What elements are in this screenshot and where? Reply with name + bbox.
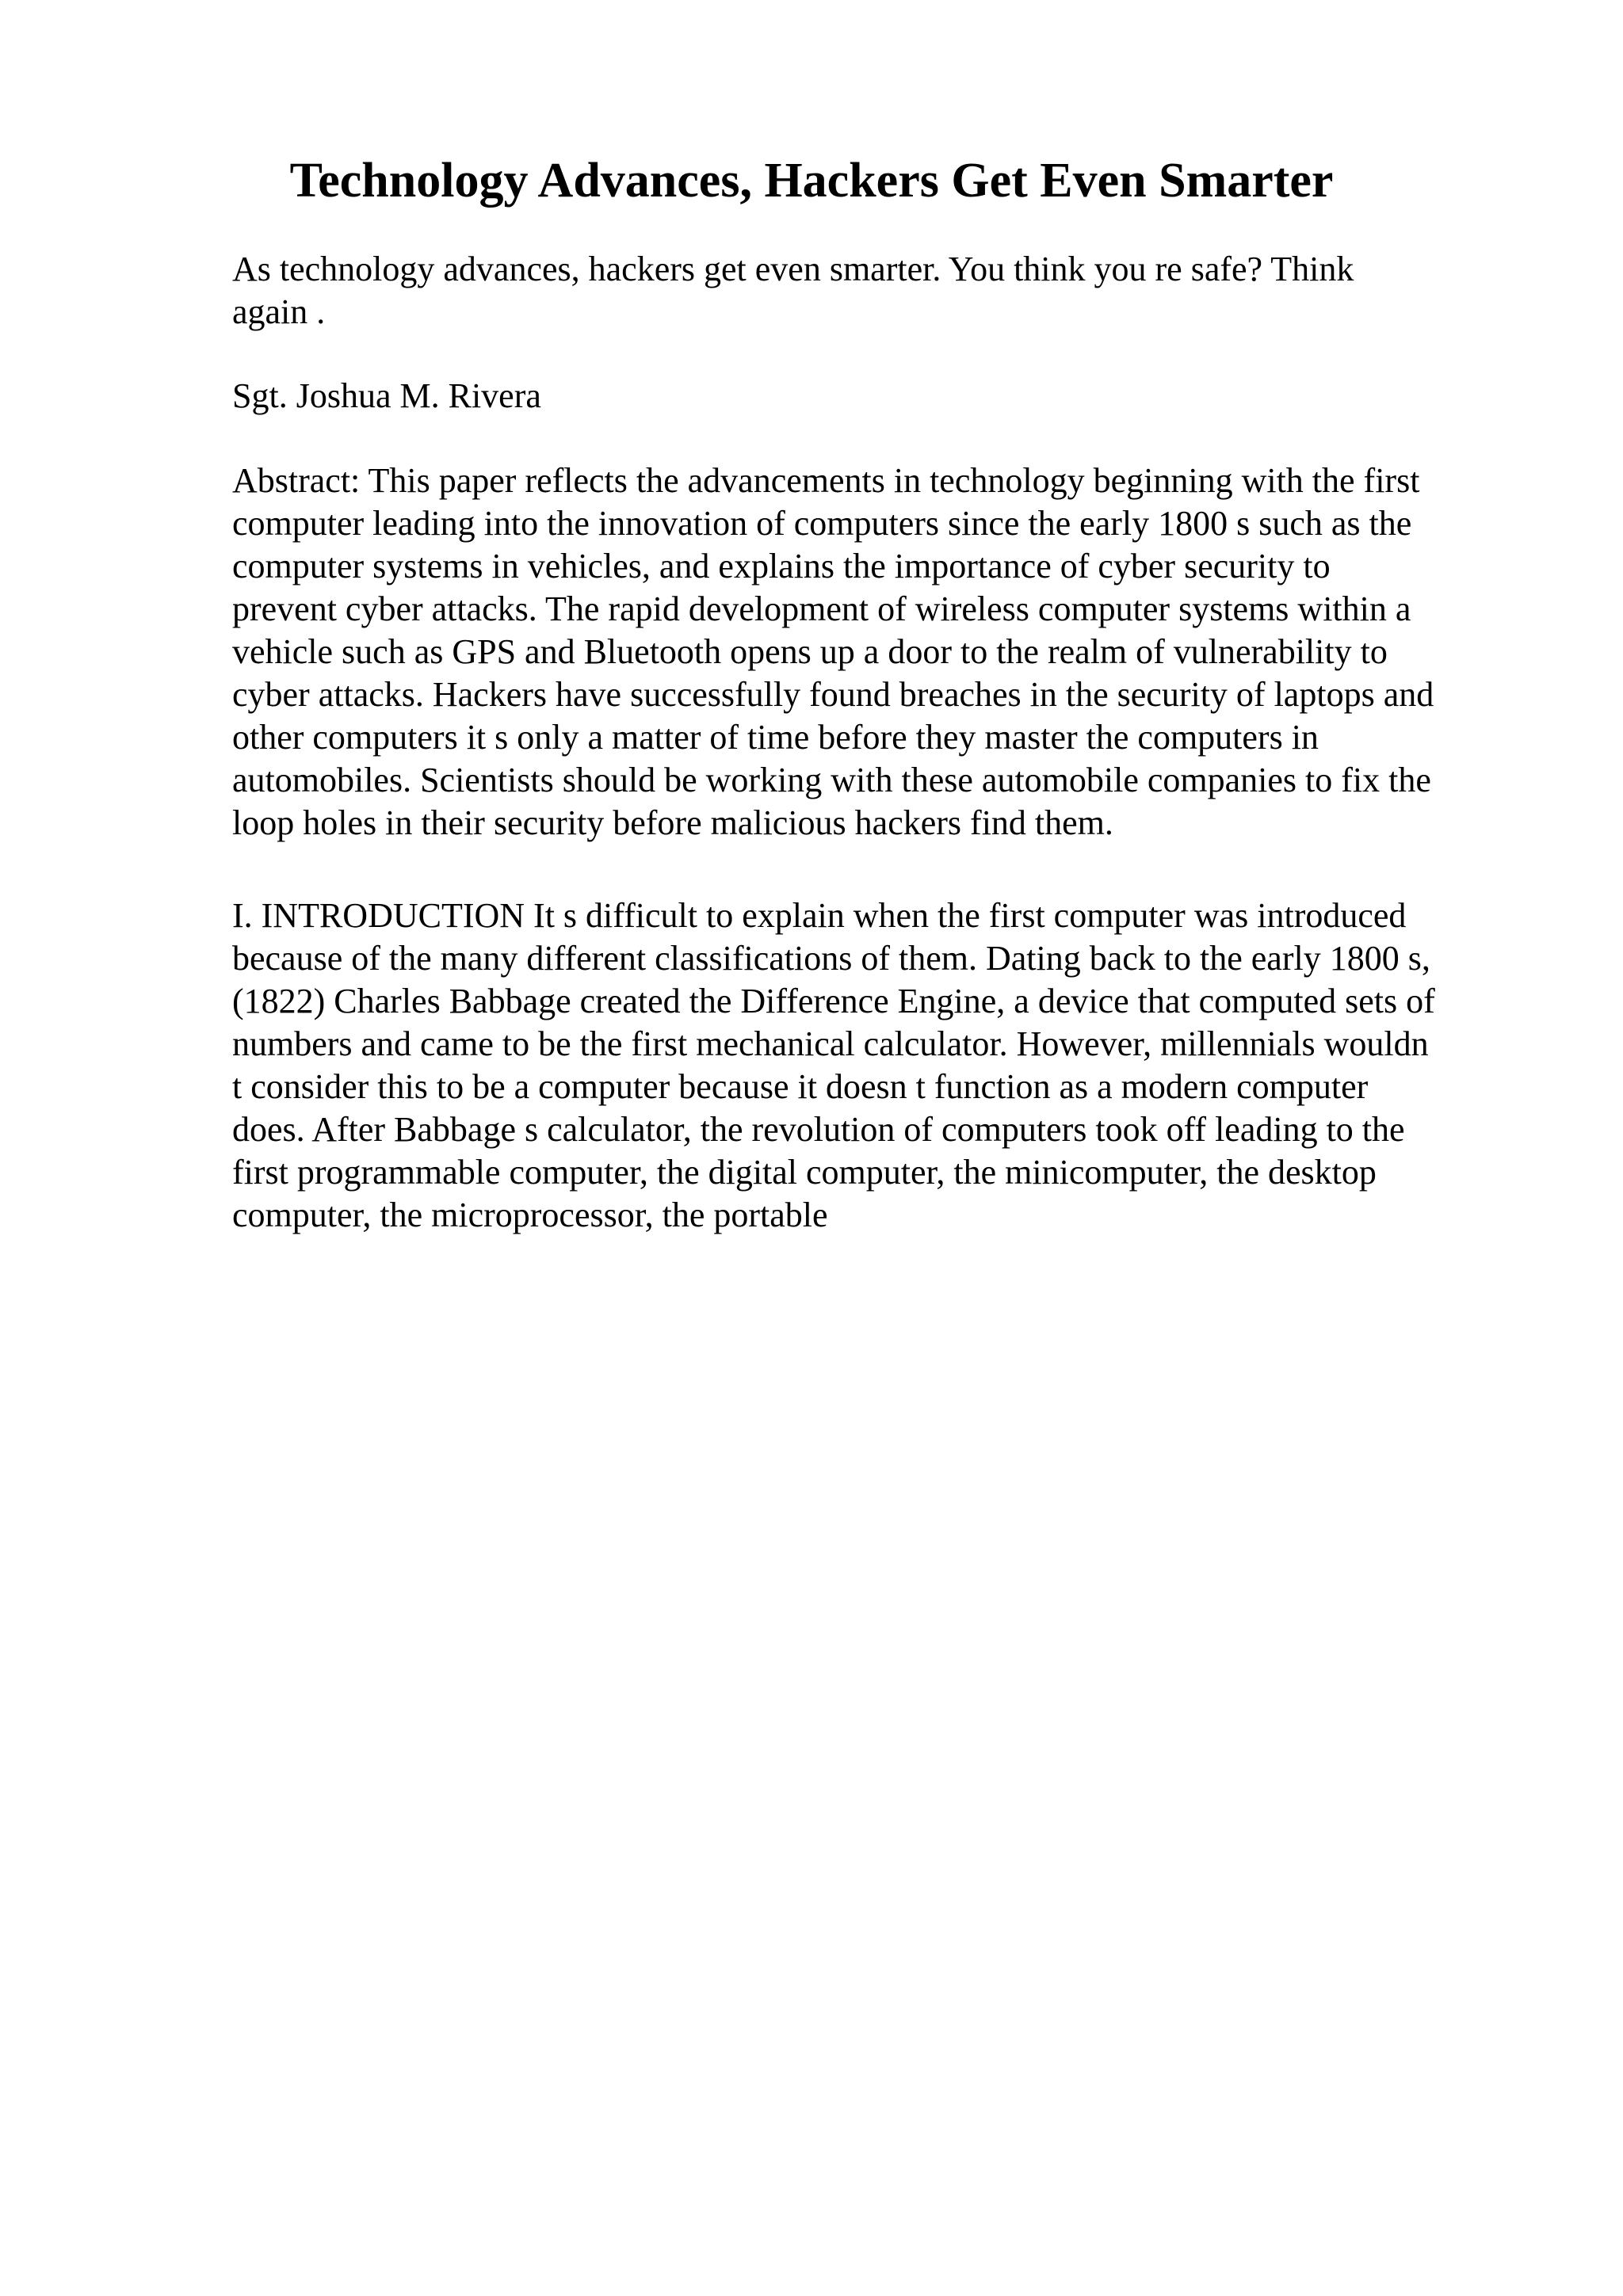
abstract-line: cyber attacks. Hackers have successfully found breaches in the security of laptops and [232,675,1434,714]
introduction-line: I. INTRODUCTION It s difficult to explain when the first computer was introduced [232,896,1407,935]
abstract-line: loop holes in their security before malicious hackers find them. [232,803,1113,842]
abstract-line: computer leading into the innovation of computers since the early 1800 s such as the [232,504,1412,543]
introduction-paragraph [232,894,1532,1237]
introduction-line: does. After Babbage s calculator, the revolution of computers took off leading to the [232,1110,1405,1149]
paper-subtitle [232,248,1532,334]
introduction-line: t consider this to be a computer because it doesn t function as a modern computer [232,1067,1369,1106]
introduction-line: computer, the microprocessor, the portable [232,1196,828,1234]
abstract-line: Abstract: This paper reflects the advancements in technology beginning with the first [232,461,1420,500]
abstract-paragraph [232,460,1532,845]
author-name [232,375,1532,418]
introduction-line: first programmable computer, the digital computer, the minicomputer, the desktop [232,1153,1377,1192]
abstract-line: vehicle such as GPS and Bluetooth opens up a door to the realm of vulnerability to [232,632,1388,671]
abstract-line: prevent cyber attacks. The rapid development of wireless computer systems within a [232,589,1411,628]
subtitle-line: again . [232,292,326,331]
paper-title: Technology Advances, Hackers Get Even Smarter [289,154,1334,208]
subtitle-line: As technology advances, hackers get even smarter. You think you re safe? Think [232,250,1354,288]
author-line: Sgt. Joshua M. Rivera [232,376,541,415]
abstract-line: automobiles. Scientists should be working with these automobile companies to fix the [232,761,1431,799]
introduction-line: (1822) Charles Babbage created the Difference Engine, a device that computed sets of [232,982,1435,1020]
abstract-line: computer systems in vehicles, and explains the importance of cyber security to [232,547,1331,585]
abstract-line: other computers it s only a matter of time before they master the computers in [232,718,1319,757]
introduction-line: numbers and came to be the first mechanical calculator. However, millennials wouldn [232,1024,1429,1063]
introduction-line: because of the many different classifications of them. Dating back to the early 1800 s, [232,939,1430,978]
